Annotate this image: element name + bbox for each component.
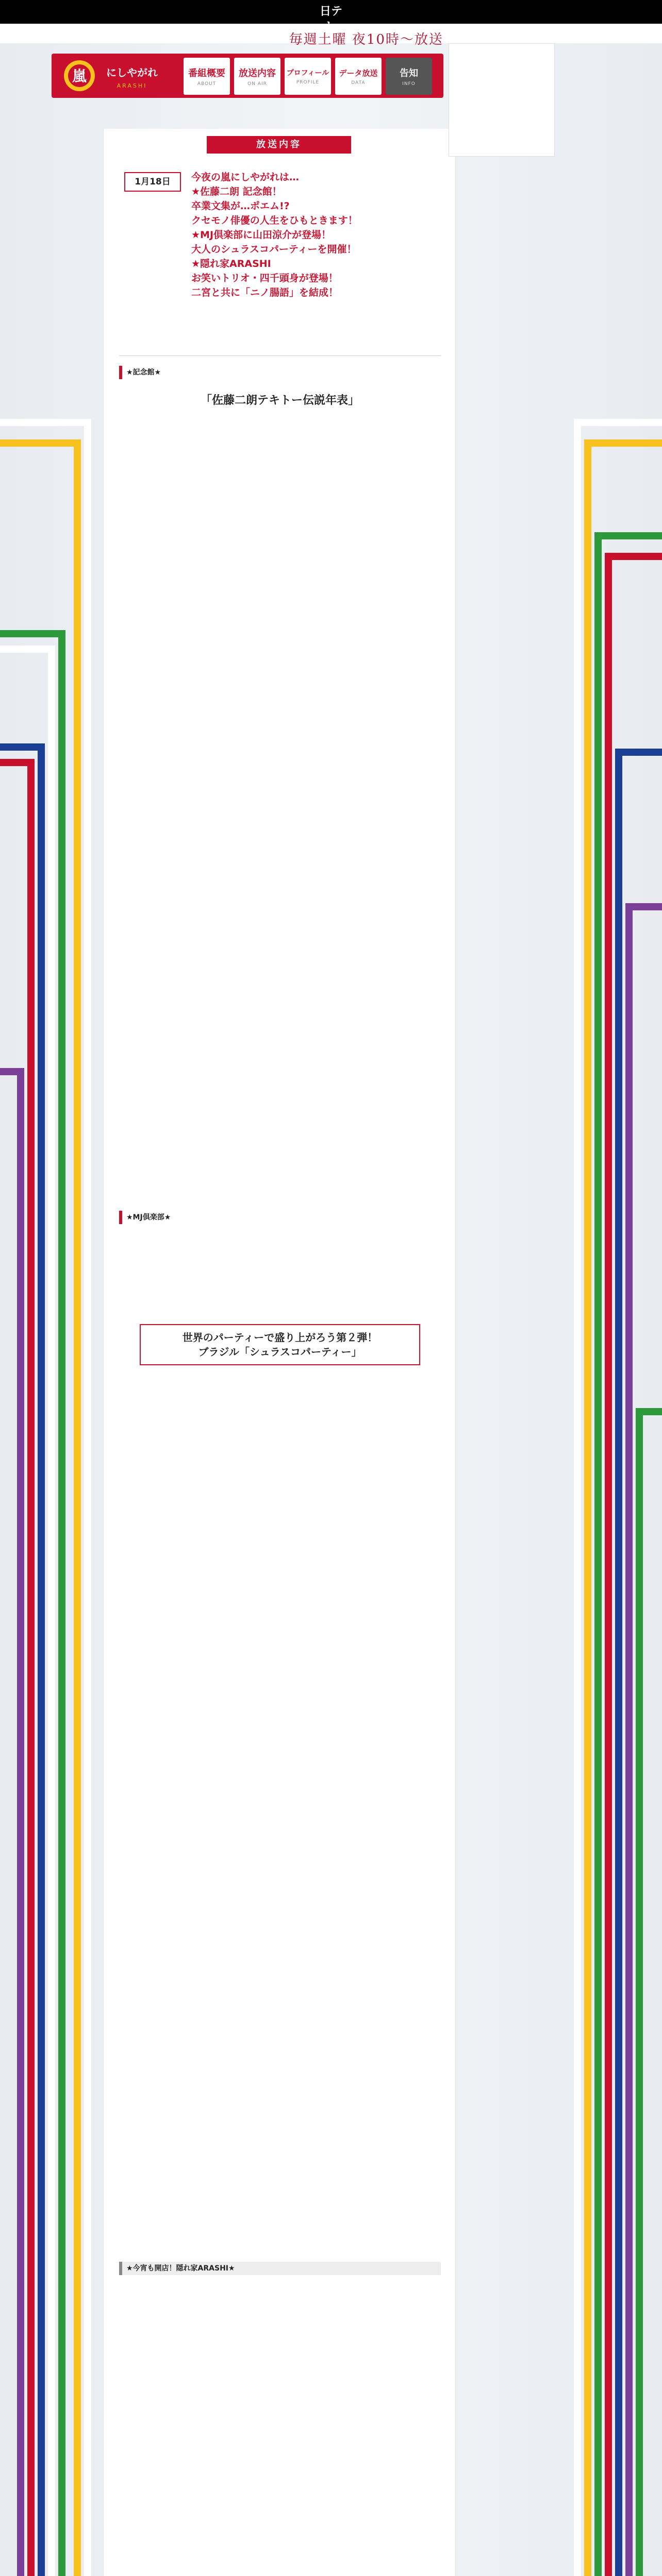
nav-item-label: 告知 <box>400 68 418 79</box>
nav-item-label: プロフィール <box>286 69 329 77</box>
highlight-line: ★隠れ家ARASHI <box>191 258 271 269</box>
kinenkan-heading: ★記念館★ <box>119 366 161 379</box>
highlight-line: 大人のシュラスコパーティーを開催！ <box>191 244 357 255</box>
nav-item-info[interactable] <box>386 58 432 95</box>
mj-heading: ★MJ倶楽部★ <box>119 1211 171 1224</box>
nav-item-sub: DATA <box>351 80 366 86</box>
nav-item-data[interactable] <box>335 58 382 95</box>
svg-text:嵐: 嵐 <box>72 67 87 84</box>
nav-item-label: データ放送 <box>339 68 378 78</box>
mj-feature-line2: ブラジル「シュラスコパーティー」 <box>198 1346 362 1358</box>
episode-highlights <box>191 170 434 345</box>
episode-date: 1月18日 <box>124 172 181 192</box>
svg-text:にしやがれ: にしやがれ <box>106 66 158 79</box>
highlight-line: クセモノ俳優の人生をひもときます！ <box>191 215 358 226</box>
nav-item-sub: ON AIR <box>247 81 267 87</box>
nav-item-about[interactable] <box>184 58 230 95</box>
site-header <box>52 26 443 98</box>
side-box <box>449 43 555 157</box>
top-bar <box>0 0 662 32</box>
kinenkan-title: 「佐藤二朗テキトー伝説年表」 <box>200 394 359 407</box>
nav-item-label: 放送内容 <box>239 68 276 79</box>
divider <box>119 355 441 356</box>
highlight-line: 卒業文集が…ポエム!? <box>191 200 290 212</box>
ntv-logo-text: 日テレ <box>319 5 342 32</box>
svg-text:ARASHI: ARASHI <box>117 82 147 89</box>
air-time: 毎週土曜 夜10時～放送 <box>289 32 443 47</box>
nav-items <box>184 58 438 95</box>
nav-item-sub: INFO <box>402 81 416 87</box>
highlight-line: 今夜の嵐にしやがれは… <box>191 172 300 183</box>
main-nav <box>52 54 443 98</box>
nav-item-onair[interactable] <box>234 58 280 95</box>
kakurega-heading: ★今宵も開店！隠れ家ARASHI★ <box>119 2262 441 2275</box>
nav-item-sub: ABOUT <box>197 81 217 87</box>
main-content <box>103 129 456 2576</box>
highlight-line: ★MJ倶楽部に山田涼介が登場！ <box>191 229 332 241</box>
brand-logo[interactable] <box>59 57 177 95</box>
highlight-line: 二宮と共に「ニノ腸語」を結成！ <box>191 287 339 298</box>
nav-item-profile[interactable] <box>285 58 331 95</box>
ntv-logo[interactable] <box>315 5 347 32</box>
nav-item-label: 番組概要 <box>188 68 225 79</box>
mj-feature-box <box>140 1324 420 1365</box>
section-title <box>181 133 377 157</box>
nav-item-sub: PROFILE <box>296 80 320 85</box>
highlight-line: お笑いトリオ・四千頭身が登場！ <box>191 273 338 284</box>
section-title-label: 放送内容 <box>207 136 351 154</box>
mj-feature-line1: 世界のパーティーで盛り上がろう第２弾！ <box>182 1331 378 1344</box>
highlight-line: ★佐藤二朗 記念館！ <box>191 186 282 197</box>
